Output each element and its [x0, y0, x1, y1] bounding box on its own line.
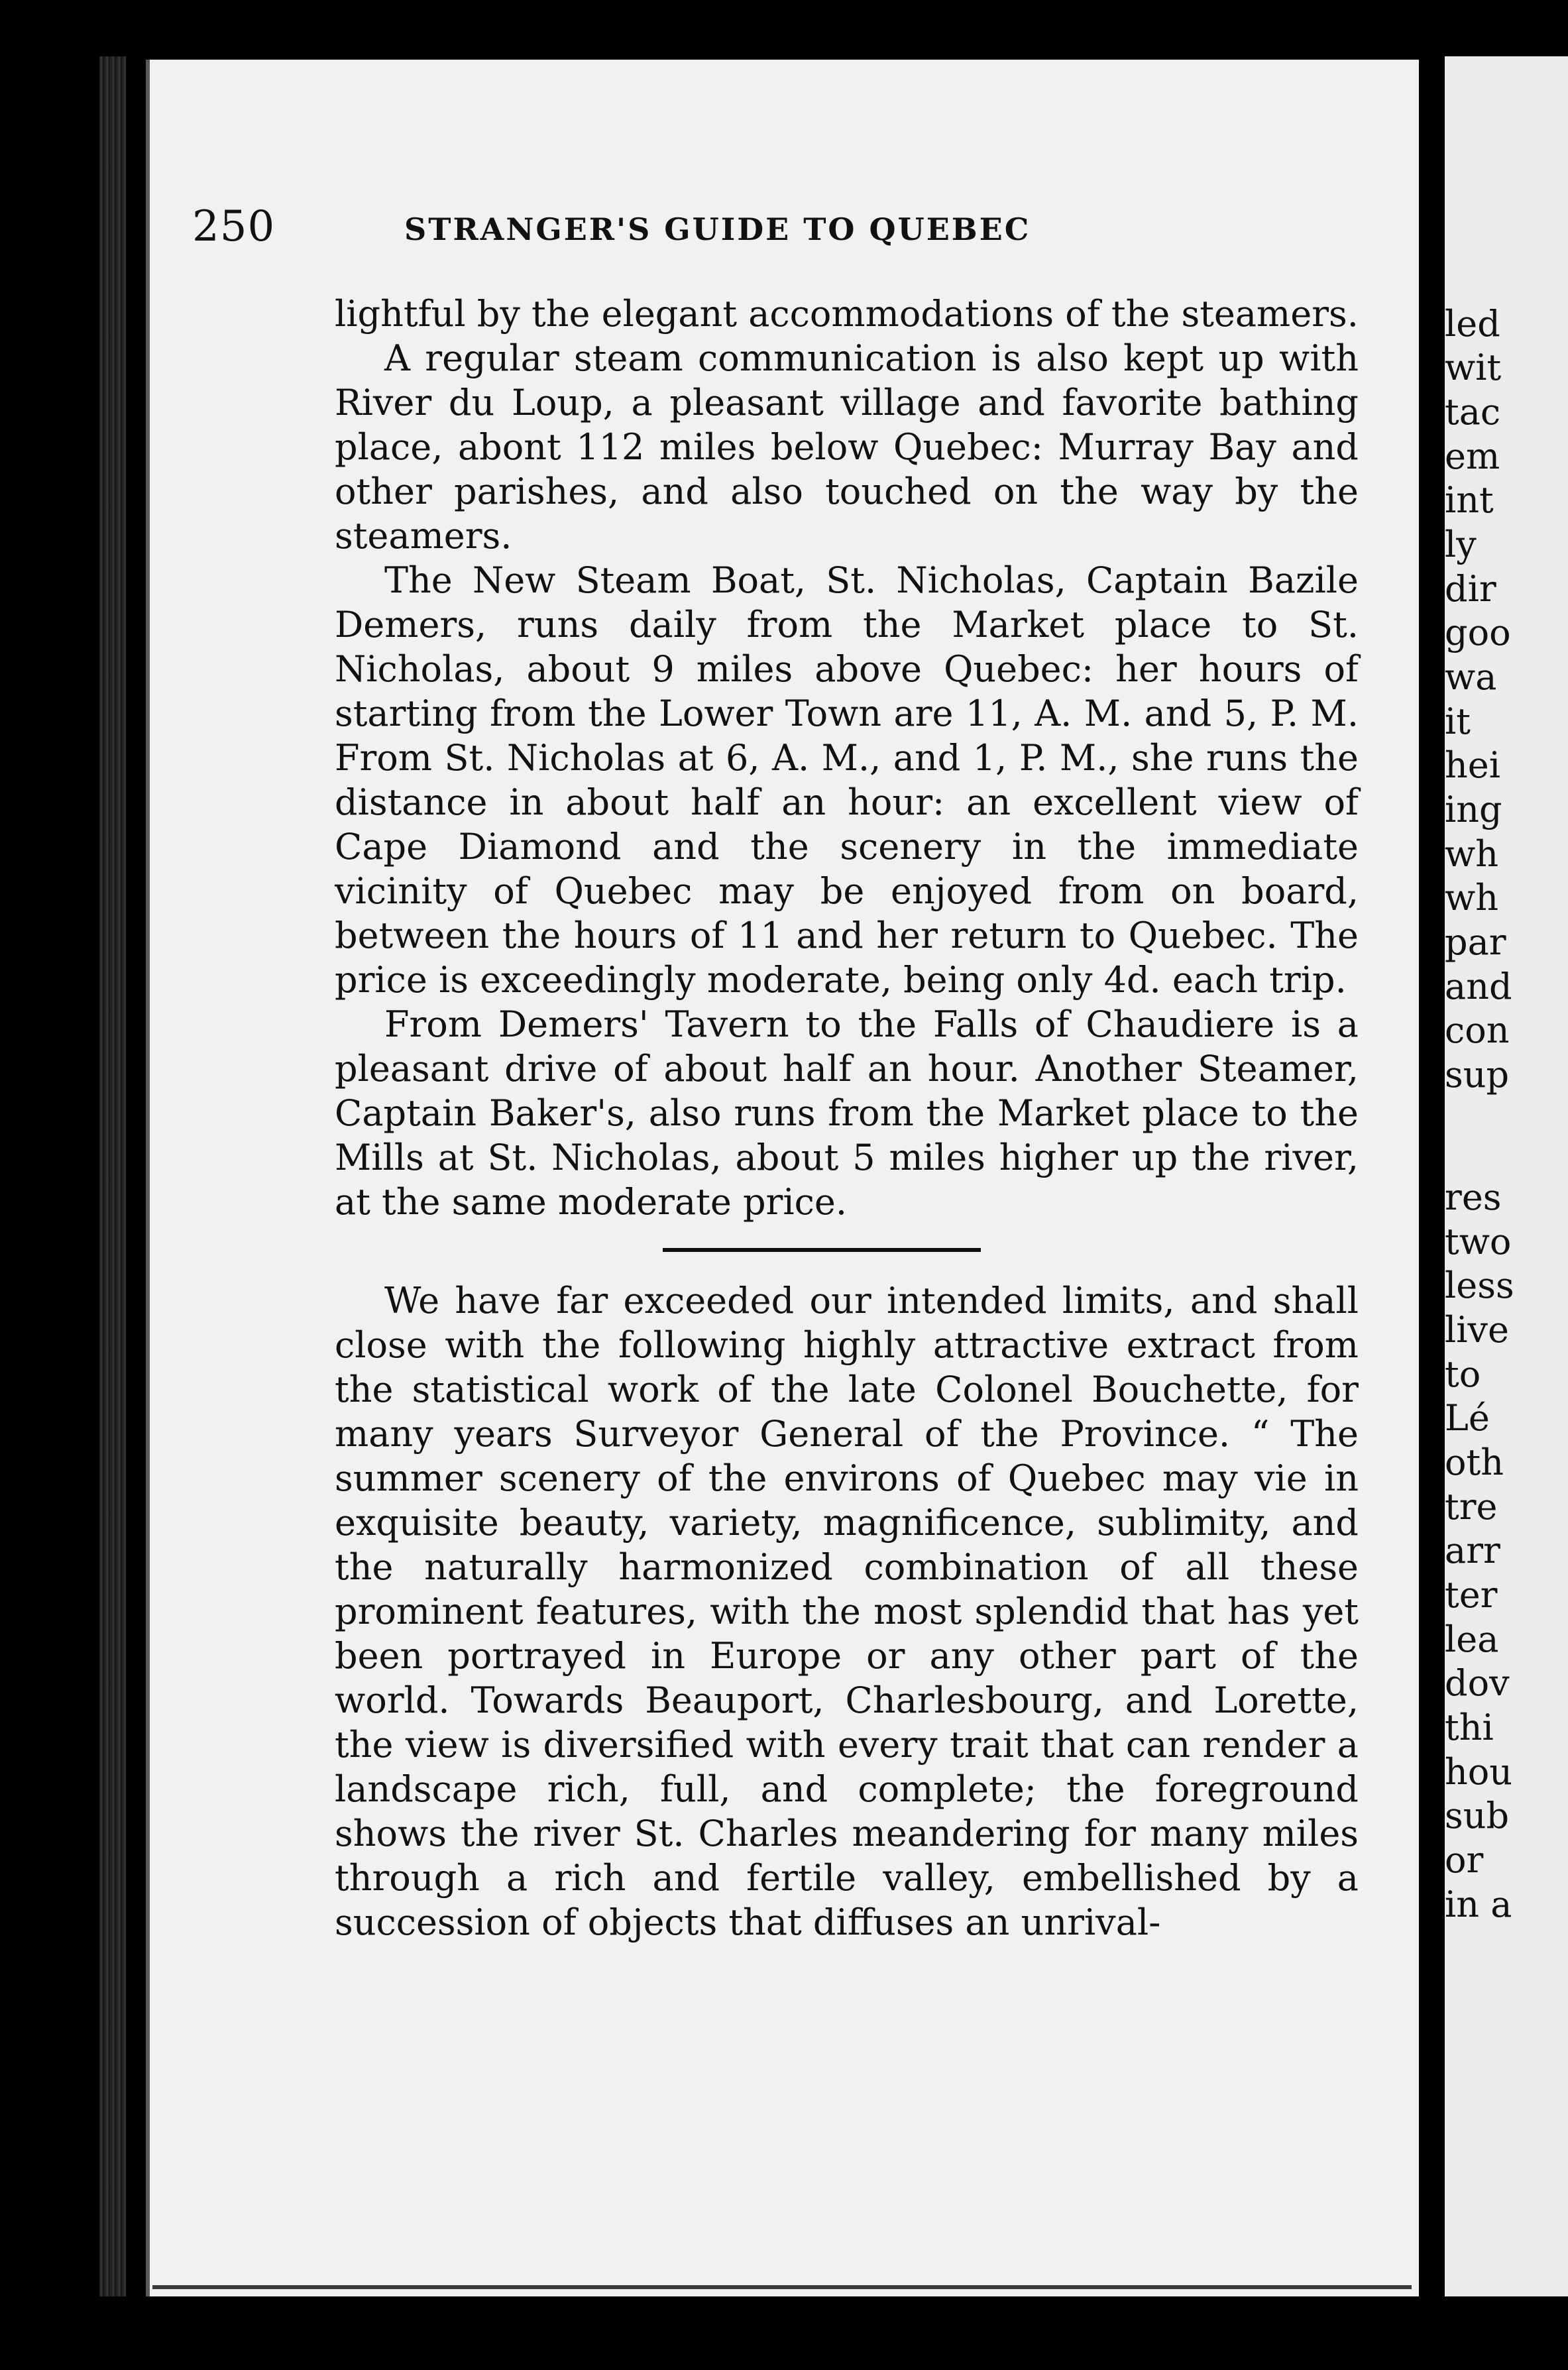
right-page-fragment: sub	[1445, 1795, 1510, 1836]
right-page-fragment: two	[1445, 1221, 1512, 1263]
right-page-fragment: oth	[1445, 1441, 1504, 1483]
body-text	[335, 292, 1359, 1945]
right-page-fragment: goo	[1445, 612, 1511, 653]
right-page-fragment: ter	[1445, 1574, 1498, 1616]
right-page-fragment: hou	[1445, 1751, 1513, 1793]
right-page-fragment: led	[1445, 303, 1500, 345]
section-divider	[663, 1248, 981, 1252]
running-head: STRANGER'S GUIDE TO QUEBEC	[404, 211, 1031, 247]
right-page-fragment: wh	[1445, 877, 1498, 919]
right-page-fragment: ly	[1445, 524, 1477, 565]
page-number: 250	[192, 202, 276, 251]
right-page-fragment: wh	[1445, 833, 1498, 875]
right-page-fragment: thi	[1445, 1707, 1494, 1748]
right-page-fragment: res	[1445, 1176, 1502, 1218]
paragraph-st-nicholas-steamboat: The New Steam Boat, St. Nicholas, Captain Bazile Demers, runs daily from the Market place to St. Nicholas, about 9 miles above Quebec: her hours of starting from the Lower Town are 11, A. M. and 5, P. M. From St. Nicholas at 6, A. M., and 1, P. M., she runs the distance in about half an hour: an excellent view of Cape Diamond and the scenery in the immediate vicinity of Quebec may be enjoyed from on board, between the hours of 11 and her return to Quebec. The price is exceedingly moderate, being only 4d. each trip.	[335, 559, 1359, 1001]
right-page-fragment: tre	[1445, 1486, 1498, 1528]
right-page-fragment: arr	[1445, 1530, 1500, 1571]
paragraph-bouchette-extract: We have far exceeded our intended limits, and shall close with the following highly attractive extract from the statistical work of the late Colonel Bouchette, for many years Surveyor General of the Province. “ The summer scenery of the environs of Quebec may vie in exquisite beauty, variety, magnificence, sublimity, and the naturally harmonized combination of all these prominent features, with the most splendid that has yet been portrayed in Europe or any other part of the world. Towards Beauport, Charlesbourg, and Lorette, the view is diversified with every trait that can render a landscape rich, full, and complete; the foreground shows the river St. Charles meandering for many miles through a rich and fertile valley, embellished by a succession of objects that diffuses an unrival-	[335, 1280, 1359, 1943]
right-page-fragment: lea	[1445, 1618, 1499, 1660]
right-page-fragment: it	[1445, 701, 1471, 742]
page-header	[192, 202, 1332, 255]
page-fold-shadow	[1425, 56, 1445, 2296]
right-page-fragment: con	[1445, 1009, 1510, 1051]
right-page-fragment: par	[1445, 921, 1506, 963]
right-page-fragment: dov	[1445, 1662, 1510, 1704]
right-page-fragment: em	[1445, 435, 1500, 477]
book-spine-edge	[99, 56, 126, 2296]
right-page-fragment: dir	[1445, 568, 1496, 610]
right-page-fragment: int	[1445, 479, 1494, 521]
paragraph-demers-tavern: From Demers' Tavern to the Falls of Chaudiere is a pleasant drive of about half an hour. Another Steamer, Captain Baker's, also runs from the Market place to the Mills at St. Nicholas, about 5 miles higher up the river, at the same moderate price.	[335, 1003, 1359, 1223]
paragraph-continuation: lightful by the elegant accommodations of the steamers.	[335, 293, 1359, 335]
right-page-fragment: in a	[1445, 1884, 1512, 1925]
right-page-fragment: tac	[1445, 391, 1501, 433]
right-page-fragment: wit	[1445, 347, 1502, 388]
right-page-fragment: and	[1445, 966, 1512, 1007]
right-page-fragment: or	[1445, 1839, 1484, 1881]
paragraph-river-du-loup: A regular steam communication is also kept up with River du Loup, a pleasant village and favorite bathing place, abont 112 miles below Quebec: Murray Bay and other parishes, and also touched on the way by the steamers.	[335, 337, 1359, 557]
right-page-fragment: to	[1445, 1353, 1481, 1395]
right-page-fragment: live	[1445, 1309, 1510, 1351]
right-page-fragment: less	[1445, 1265, 1514, 1306]
right-page-fragment: wa	[1445, 656, 1497, 698]
book-page-right-partial	[1445, 56, 1568, 2296]
right-page-fragment: hei	[1445, 744, 1501, 786]
right-page-fragment: Lé	[1445, 1397, 1490, 1439]
right-page-fragment: ing	[1445, 789, 1502, 830]
page-bottom-edge	[152, 2285, 1412, 2289]
right-page-fragment: sup	[1445, 1054, 1510, 1096]
